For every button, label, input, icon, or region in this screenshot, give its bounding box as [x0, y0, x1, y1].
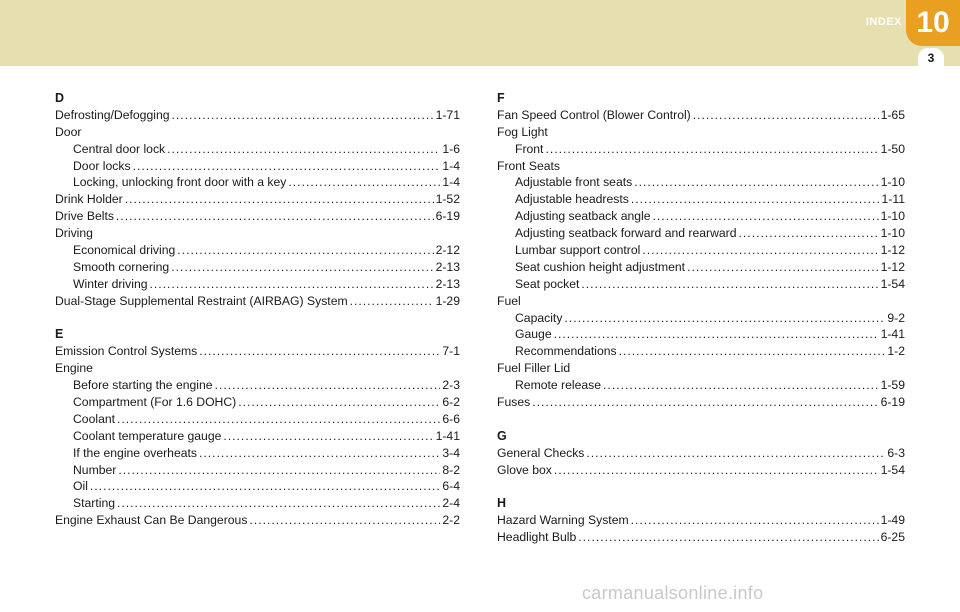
entry-page: 1-12	[880, 259, 905, 274]
index-subentry	[497, 225, 905, 242]
entry-term: Coolant temperature gauge	[73, 428, 222, 443]
entry-page: 1-71	[435, 107, 460, 122]
entry-term: Capacity	[515, 310, 563, 325]
entry-page: 6-6	[442, 411, 460, 426]
dot-leader	[117, 495, 440, 512]
dot-leader	[171, 259, 433, 276]
dot-leader	[118, 462, 440, 479]
index-entry	[497, 445, 905, 462]
dot-leader	[642, 242, 878, 259]
entry-term: Before starting the engine	[73, 378, 213, 393]
dot-leader	[199, 343, 440, 360]
entry-page: 2-12	[435, 243, 460, 258]
index-subentry	[55, 394, 460, 411]
index-entry	[55, 191, 460, 208]
dot-leader	[532, 394, 878, 411]
dot-leader	[554, 326, 879, 343]
section-label: INDEX	[865, 16, 902, 28]
index-subentry	[55, 478, 460, 495]
dot-leader	[603, 377, 879, 394]
section-letter: E	[55, 327, 64, 342]
index-subentry	[55, 462, 460, 479]
entry-term: Front	[515, 141, 544, 156]
dot-leader	[653, 208, 879, 225]
index-entry	[55, 208, 460, 225]
entry-page: 1-10	[880, 226, 905, 241]
index-entry	[55, 512, 460, 529]
dot-leader	[554, 462, 879, 479]
dot-leader	[586, 445, 885, 462]
index-subentry	[497, 276, 905, 293]
entry-term: If the engine overheats	[73, 445, 197, 460]
index-subentry	[497, 174, 905, 191]
section-gap	[497, 411, 905, 428]
entry-term: Engine Exhaust Can Be Dangerous	[55, 513, 248, 528]
entry-page: 1-59	[880, 378, 905, 393]
index-entry	[497, 107, 905, 124]
dot-leader	[578, 529, 878, 546]
index-entry	[497, 529, 905, 546]
dot-leader	[116, 208, 434, 225]
section-letter: F	[497, 91, 505, 105]
index-heading: Door	[55, 124, 82, 139]
index-subentry	[55, 141, 460, 158]
dot-leader	[350, 293, 434, 310]
entry-page: 1-54	[880, 276, 905, 291]
dot-leader	[249, 512, 440, 529]
entry-term: Fan Speed Control (Blower Control)	[497, 107, 691, 122]
entry-term: Starting	[73, 496, 116, 511]
entry-page: 8-2	[442, 462, 460, 477]
dot-leader	[90, 478, 440, 495]
page-header	[0, 0, 960, 66]
entry-term: General Checks	[497, 445, 585, 460]
section-gap	[55, 310, 460, 327]
entry-page: 1-50	[880, 141, 905, 156]
dot-leader	[117, 411, 440, 428]
entry-term: Coolant	[73, 411, 116, 426]
entry-term: Recommendations	[515, 344, 617, 359]
index-subentry	[55, 428, 460, 445]
entry-page: 1-41	[435, 428, 460, 443]
index-subentry	[497, 310, 905, 327]
entry-term: Smooth cornering	[73, 259, 170, 274]
dot-leader	[238, 394, 440, 411]
entry-term: Dual-Stage Supplemental Restraint (AIRBAG) System	[55, 293, 348, 308]
dot-leader	[693, 107, 879, 124]
entry-term: Drink Holder	[55, 192, 123, 207]
entry-term: Adjustable headrests	[515, 192, 629, 207]
entry-page: 1-10	[880, 209, 905, 224]
index-subentry	[497, 242, 905, 259]
index-column-right	[497, 90, 905, 546]
entry-page: 1-49	[880, 513, 905, 528]
dot-leader	[199, 445, 440, 462]
index-entry	[55, 343, 460, 360]
dot-leader	[223, 428, 433, 445]
index-subentry	[497, 208, 905, 225]
dot-leader	[631, 191, 880, 208]
index-subentry	[55, 158, 460, 175]
entry-page: 6-25	[880, 530, 905, 545]
entry-term: Gauge	[515, 327, 552, 342]
dot-leader	[177, 242, 433, 259]
index-subentry	[497, 377, 905, 394]
entry-page: 1-29	[435, 293, 460, 308]
index-subentry	[55, 174, 460, 191]
entry-term: Economical driving	[73, 243, 176, 258]
entry-page: 6-3	[887, 445, 905, 460]
dot-leader	[288, 174, 440, 191]
entry-page: 2-3	[442, 378, 460, 393]
entry-page: 1-2	[887, 344, 905, 359]
index-heading: Engine	[55, 361, 93, 376]
entry-page: 1-12	[880, 243, 905, 258]
index-subentry	[55, 259, 460, 276]
entry-page: 3-4	[442, 445, 460, 460]
entry-term: Lumbar support control	[515, 243, 641, 258]
index-entry	[497, 462, 905, 479]
dot-leader	[172, 107, 434, 124]
section-letter: H	[497, 496, 507, 511]
index-entry	[497, 394, 905, 411]
section-letter: G	[497, 428, 507, 443]
index-subentry	[55, 377, 460, 394]
index-subentry	[55, 242, 460, 259]
entry-term: Adjustable front seats	[515, 175, 633, 190]
entry-page: 1-52	[435, 192, 460, 207]
section-letter: D	[55, 91, 65, 105]
dot-leader	[545, 141, 878, 158]
dot-leader	[634, 174, 878, 191]
section-gap	[497, 478, 905, 495]
entry-page: 1-4	[442, 158, 460, 173]
index-heading: Fog Light	[497, 124, 548, 139]
entry-page: 1-6	[442, 141, 460, 156]
index-heading: Front Seats	[497, 158, 560, 173]
chapter-tab: 10	[906, 0, 960, 46]
watermark: carmanualsonline.info	[582, 583, 764, 603]
index-subentry	[497, 326, 905, 343]
entry-page: 2-2	[442, 513, 460, 528]
entry-page: 1-4	[442, 175, 460, 190]
dot-leader	[150, 276, 434, 293]
entry-page: 2-13	[435, 259, 460, 274]
page-number: 3	[918, 48, 944, 66]
entry-term: Adjusting seatback angle	[515, 209, 651, 224]
dot-leader	[125, 191, 434, 208]
index-column-left	[55, 90, 460, 529]
entry-page: 2-4	[442, 496, 460, 511]
index-subentry	[497, 343, 905, 360]
entry-term: Seat pocket	[515, 276, 580, 291]
entry-term: Remote release	[515, 378, 602, 393]
entry-page: 1-54	[880, 462, 905, 477]
entry-page: 9-2	[887, 310, 905, 325]
dot-leader	[739, 225, 879, 242]
entry-term: Oil	[73, 479, 88, 494]
entry-page: 1-41	[880, 327, 905, 342]
entry-term: Fuses	[497, 395, 531, 410]
index-subentry	[55, 495, 460, 512]
dot-leader	[167, 141, 440, 158]
entry-term: Drive Belts	[55, 209, 114, 224]
dot-leader	[619, 343, 886, 360]
entry-page: 6-19	[435, 209, 460, 224]
entry-page: 1-65	[880, 107, 905, 122]
entry-page: 2-13	[435, 276, 460, 291]
index-entry	[497, 512, 905, 529]
entry-page: 1-11	[881, 192, 905, 207]
index-heading: Driving	[55, 226, 93, 241]
index-subentry	[55, 445, 460, 462]
entry-term: Glove box	[497, 462, 552, 477]
entry-term: Adjusting seatback forward and rearward	[515, 226, 737, 241]
index-subentry	[497, 141, 905, 158]
entry-term: Hazard Warning System	[497, 513, 629, 528]
index-subentry	[55, 276, 460, 293]
dot-leader	[215, 377, 441, 394]
entry-page: 6-19	[880, 395, 905, 410]
entry-term: Winter driving	[73, 276, 148, 291]
entry-term: Door locks	[73, 158, 131, 173]
dot-leader	[133, 158, 441, 175]
dot-leader	[581, 276, 878, 293]
index-heading: Fuel Filler Lid	[497, 361, 571, 376]
entry-page: 1-10	[880, 175, 905, 190]
entry-term: Defrosting/Defogging	[55, 107, 170, 122]
entry-term: Compartment (For 1.6 DOHC)	[73, 395, 237, 410]
entry-term: Headlight Bulb	[497, 530, 577, 545]
entry-term: Locking, unlocking front door with a key	[73, 175, 287, 190]
dot-leader	[631, 512, 879, 529]
dot-leader	[564, 310, 885, 327]
entry-page: 6-4	[442, 479, 460, 494]
dot-leader	[687, 259, 879, 276]
index-entry	[55, 107, 460, 124]
entry-term: Seat cushion height adjustment	[515, 259, 686, 274]
entry-term: Emission Control Systems	[55, 344, 198, 359]
index-heading: Fuel	[497, 293, 521, 308]
entry-term: Central door lock	[73, 141, 166, 156]
index-entry	[55, 293, 460, 310]
entry-page: 7-1	[442, 344, 460, 359]
entry-term: Number	[73, 462, 117, 477]
index-subentry	[497, 191, 905, 208]
index-subentry	[497, 259, 905, 276]
index-subentry	[55, 411, 460, 428]
entry-page: 6-2	[442, 395, 460, 410]
